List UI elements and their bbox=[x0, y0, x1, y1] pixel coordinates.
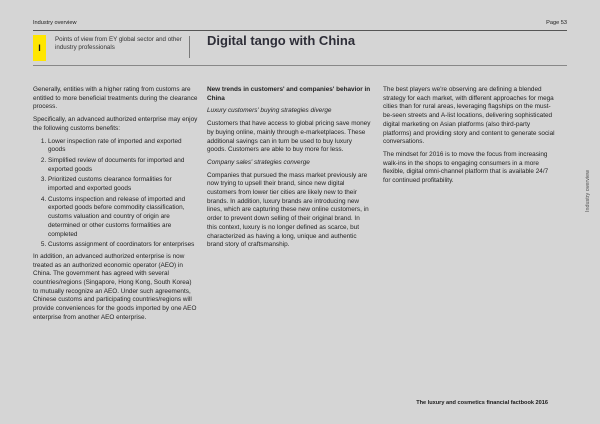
paragraph: Specifically, an advanced authorized enterprise may enjoy the following customs benefits: bbox=[33, 116, 198, 132]
paragraph: The best players we're observing are defining a blended strategy for each market, with different approaches for mega cities than for rural areas, leveraging flagships on the must-be-seen streets and A-list locations, delivering sophisticated digital marketing on Asian platforms (also third-party platforms) and providing story and content to generate social conversations. bbox=[383, 86, 555, 146]
subheading: Company sales' strategies converge bbox=[207, 158, 310, 166]
paragraph: In addition, an advanced authorized enterprise is now treated as an authorized economic operator (AEO) in China. The government has agreed with several countries/regions (Singapore, Hong Kong, South Korea) to mutually recognize an AEO. Under such agreements, Chinese customs and participating countries/regions will provide conveniences for the goods imported by one AEO enterprise from another AEO enterprise. bbox=[33, 252, 197, 321]
paragraph: The mindset for 2016 is to move the focus from increasing walk-ins in the shops to engaging consumers in a more flexible, digital omni-channel platform that is available 24/7 for continued profitability. bbox=[383, 150, 549, 185]
page-title: Digital tango with China bbox=[207, 33, 356, 48]
list-item: 1. Lower inspection rate of imported and exported goods bbox=[48, 138, 198, 155]
column-1 bbox=[33, 86, 198, 327]
column-2 bbox=[207, 86, 371, 254]
subheading: Luxury customers' buying strategies diverge bbox=[207, 107, 332, 115]
list-item: 4. Customs inspection and release of imported and exported goods before commodity classification, customs valuation and country of origin are determined or other customs formalities are completed bbox=[48, 196, 198, 240]
list-item: 5. Customs assignment of coordinators for enterprises bbox=[48, 241, 198, 250]
divider bbox=[189, 36, 190, 58]
paragraph: Generally, entities with a higher rating from customs are entitled to more beneficial treatments during the clearance process. bbox=[33, 86, 198, 111]
list-item: 2. Simplified review of documents for imported and exported goods bbox=[48, 157, 198, 174]
paragraph: Companies that pursued the mass market previously are now trying to upsell their brand, since new digital customers from lower tier cities are likely new to their brands. In addition, luxury brands are introducing new lines, which are capturing these new online customers, in order to prevent down selling of their original brand. In this context, luxury is no longer defined as scarce, but characterized as having a long, unique and authentic brand story of craftsmanship. bbox=[207, 171, 369, 249]
benefits-list bbox=[33, 138, 198, 250]
list-item: 3. Prioritized customs clearance formalities for imported and exported goods bbox=[48, 176, 198, 193]
pov-subtitle: Points of view from EY global sector and other industry professionals bbox=[55, 36, 182, 51]
section-heading: New trends in customers' and companies' behavior in China bbox=[207, 86, 371, 102]
section-label: Industry overview bbox=[33, 20, 77, 26]
section-badge: I bbox=[33, 35, 46, 61]
column-3 bbox=[383, 86, 555, 190]
paragraph: Customers that have access to global pricing save money by buying online, mainly through e-marketplaces. These additional savings can in turn be used to buy luxury goods. Customers are able to buy more for less. bbox=[207, 120, 371, 154]
side-label: Industry overview bbox=[585, 170, 591, 212]
footer-title: The luxury and cosmetics financial factbook 2016 bbox=[416, 400, 548, 406]
title-rule bbox=[33, 65, 567, 66]
page-number: Page 53 bbox=[546, 20, 567, 26]
page-header bbox=[33, 18, 567, 31]
